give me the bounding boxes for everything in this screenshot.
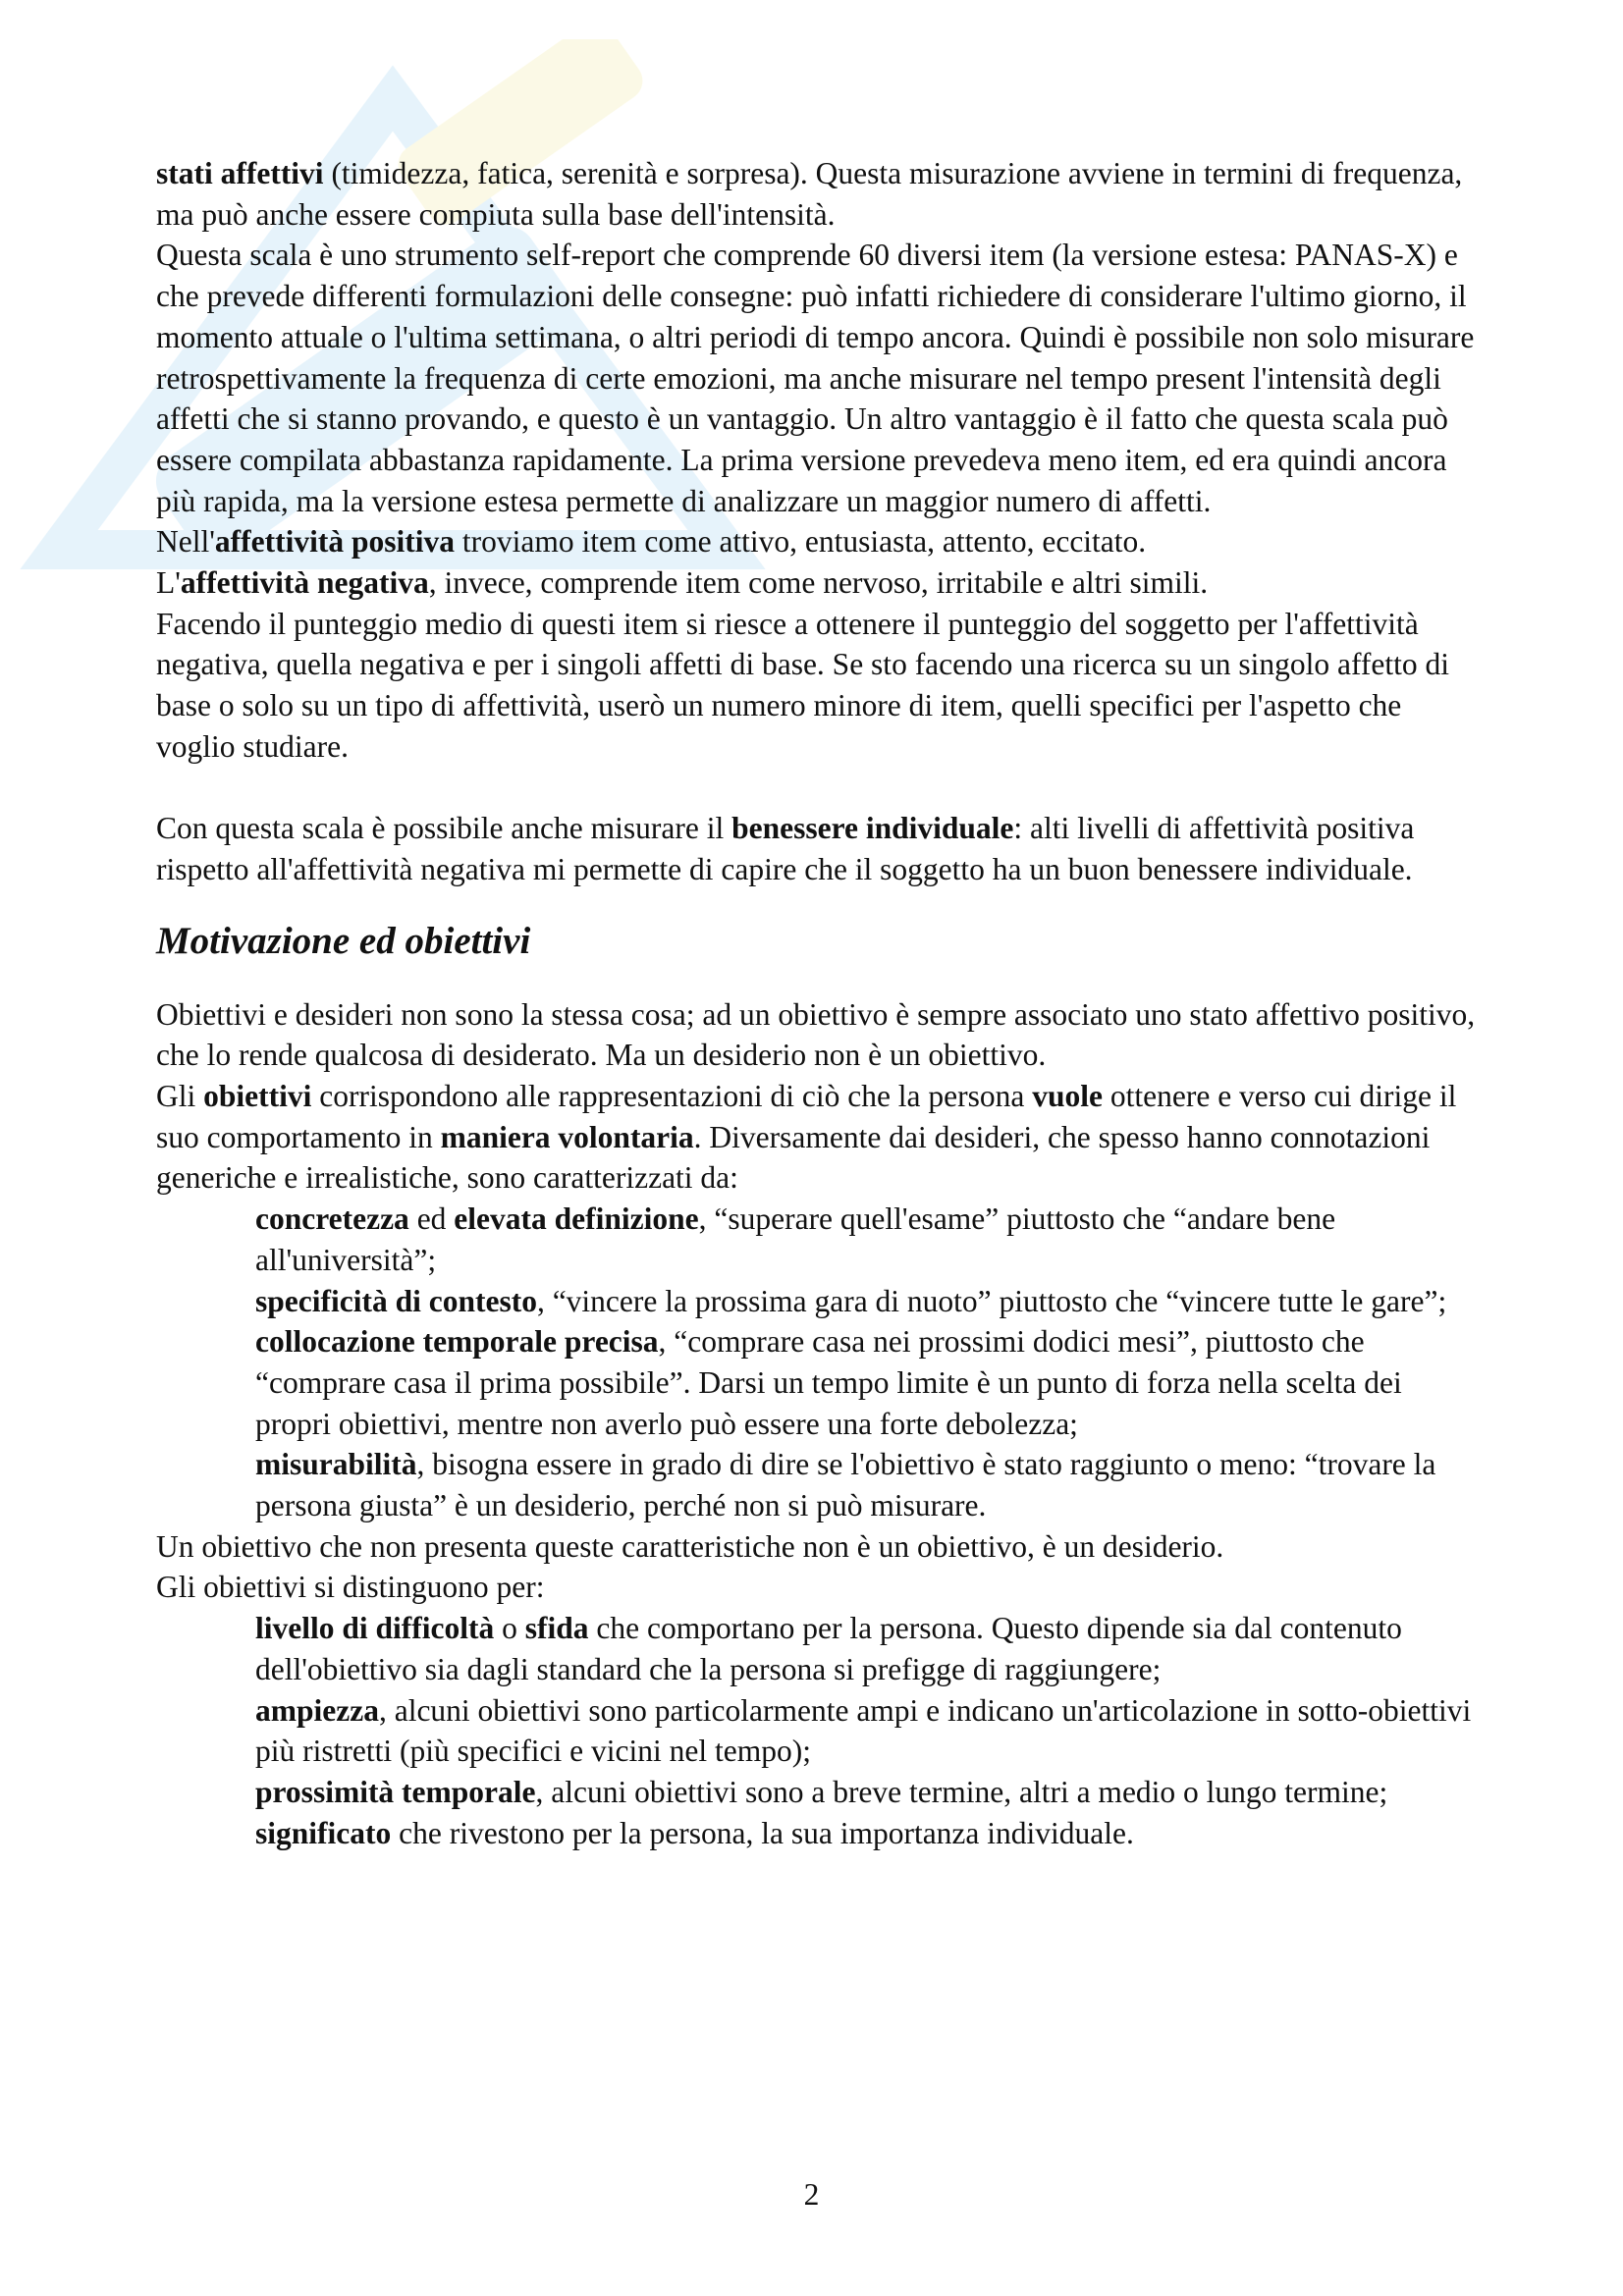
list-item-text: , bisogna essere in grado di dire se l'obiettivo è stato raggiunto o meno: “trovare la persona giusta” è un desiderio, perché non si può misurare.: [255, 1447, 1436, 1523]
bold-term: benessere individuale: [731, 811, 1014, 846]
bold-term: misurabilità: [255, 1447, 417, 1482]
paragraph-stati-affettivi: [156, 153, 1477, 235]
page-number: 2: [803, 2177, 820, 2212]
bold-term: obiettivi: [203, 1079, 312, 1114]
bold-term: ampiezza: [255, 1692, 379, 1728]
distinctions-list: [156, 1608, 1477, 1853]
list-item: [156, 1772, 1477, 1813]
paragraph-text: ottenere e verso cui dirige il suo comportamento in: [156, 1079, 1457, 1154]
list-item: [156, 1608, 1477, 1689]
list-item-text: o: [494, 1611, 525, 1646]
bold-term: prossimità temporale: [255, 1775, 536, 1809]
list-item: [156, 1813, 1477, 1854]
paragraph-gap: [156, 768, 1477, 809]
bold-term: elevata definizione: [454, 1201, 699, 1237]
paragraph-text: : alti livelli di affettività positiva rispetto all'affettività negativa mi permette di capire che il soggetto ha un buon benessere individuale.: [156, 811, 1415, 886]
list-item-text: , alcuni obiettivi sono a breve termine, altri a medio o lungo termine;: [535, 1775, 1388, 1809]
list-item: [156, 1281, 1477, 1322]
paragraph-affettivita-negativa: [156, 562, 1477, 604]
bold-term: concretezza: [255, 1201, 409, 1237]
bold-term: sfida: [524, 1611, 589, 1646]
paragraph-benessere: [156, 808, 1477, 889]
section-heading: Motivazione ed obiettivi: [156, 919, 531, 962]
paragraph-distinguono: Gli obiettivi si distinguono per:: [156, 1570, 545, 1605]
list-item-text: che comportano per la persona. Questo dipende sia dal contenuto dell'obiettivo sia dagli standard che la persona si prefigge di raggiungere;: [255, 1611, 1402, 1686]
paragraph-obiettivi-definizione: [156, 1076, 1477, 1199]
paragraph-obiettivi-desideri: Obiettivi e desideri non sono la stessa cosa; ad un obiettivo è sempre associato uno stato affettivo positivo, che lo rende qualcosa di desiderato. Ma un desiderio non è un obiettivo.: [156, 996, 1476, 1073]
bold-term: collocazione temporale precisa: [255, 1324, 659, 1360]
list-item: [156, 1444, 1477, 1525]
paragraph-text: troviamo item come attivo, entusiasta, attento, eccitato.: [455, 524, 1147, 560]
bold-term: stati affettivi: [156, 156, 324, 190]
list-item: [156, 1199, 1477, 1280]
paragraph-text: (timidezza, fatica, serenità e sorpresa). Questa misurazione avviene in termini di frequenza, ma può anche essere compiuta sulla base dell'intensità.: [156, 156, 1463, 232]
paragraph-affettivita-positiva: [156, 521, 1477, 562]
list-item-text: , “comprare casa nei prossimi dodici mesi”, piuttosto che “comprare casa il prima possibile”. Darsi un tempo limite è un punto di forza nella scelta dei propri obiettivi, mentre non averlo può essere una forte debolezza;: [255, 1324, 1402, 1441]
bold-term: livello di difficoltà: [255, 1611, 495, 1646]
list-item-text: , alcuni obiettivi sono particolarmente ampi e indicano un'articolazione in sotto-obiettivi più ristretti (più specifici e vicini nel tempo);: [255, 1692, 1472, 1769]
bold-term: vuole: [1032, 1079, 1104, 1114]
paragraph-text: Gli: [156, 1079, 204, 1114]
bold-term: maniera volontaria: [440, 1119, 694, 1154]
list-item: [156, 1321, 1477, 1444]
paragraph-text: L': [156, 565, 181, 601]
paragraph-text: corrispondono alle rappresentazioni di ciò che la persona: [311, 1079, 1033, 1114]
paragraph-non-obiettivo: Un obiettivo che non presenta queste caratteristiche non è un obiettivo, è un desiderio.: [156, 1528, 1224, 1564]
characteristics-list: [156, 1199, 1477, 1526]
paragraph-text: , invece, comprende item come nervoso, irritabile e altri simili.: [428, 565, 1209, 601]
paragraph-text: Nell': [156, 524, 215, 560]
paragraph-text: Con questa scala è possibile anche misurare il: [156, 811, 732, 846]
bold-term: specificità di contesto: [255, 1283, 537, 1318]
paragraph-text: . Diversamente dai desideri, che spesso hanno connotazioni generiche e irrealistiche, sono caratterizzati da:: [156, 1119, 1431, 1196]
bold-term: affettività positiva: [214, 524, 456, 560]
list-item-text: , “vincere la prossima gara di nuoto” piuttosto che “vincere tutte le gare”;: [536, 1283, 1447, 1318]
list-item-text: , “superare quell'esame” piuttosto che “andare bene all'università”;: [255, 1201, 1336, 1277]
bold-term: affettività negativa: [180, 565, 429, 601]
list-item-text: che rivestono per la persona, la sua importanza individuale.: [391, 1815, 1134, 1850]
paragraph-punteggio-medio: Facendo il punteggio medio di questi item si riesce a ottenere il punteggio del soggetto per l'affettività negativa, quella negativa e per i singoli affetti di base. Se sto facendo una ricerca su un singolo affetto di base o solo su un tipo di affettività, userò un numero minore di item, quelli specifici per l'aspetto che voglio studiare.: [156, 606, 1450, 764]
paragraph-panas-description: Questa scala è uno strumento self-report che comprende 60 diversi item (la versione estesa: PANAS-X) e che prevede differenti formulazioni delle consegne: può infatti richiedere di considerare l'ultimo giorno, il momento attuale o l'ultima settimana, o altri periodi di tempo ancora. Quindi è possibile non solo misurare retrospettivamente la frequenza di certe emozioni, ma anche misurare nel tempo present l'intensità degli affetti che si stanno provando, e questo è un vantaggio. Un altro vantaggio è il fatto che questa scala può essere compilata abbastanza rapidamente. La prima versione prevedeva meno item, ed era quindi ancora più rapida, ma la versione estesa permette di analizzare un maggior numero di affetti.: [156, 238, 1475, 518]
list-item: [156, 1690, 1477, 1772]
bold-term: significato: [255, 1815, 392, 1850]
list-item-text: ed: [408, 1201, 455, 1237]
document-page: [156, 153, 1477, 1853]
